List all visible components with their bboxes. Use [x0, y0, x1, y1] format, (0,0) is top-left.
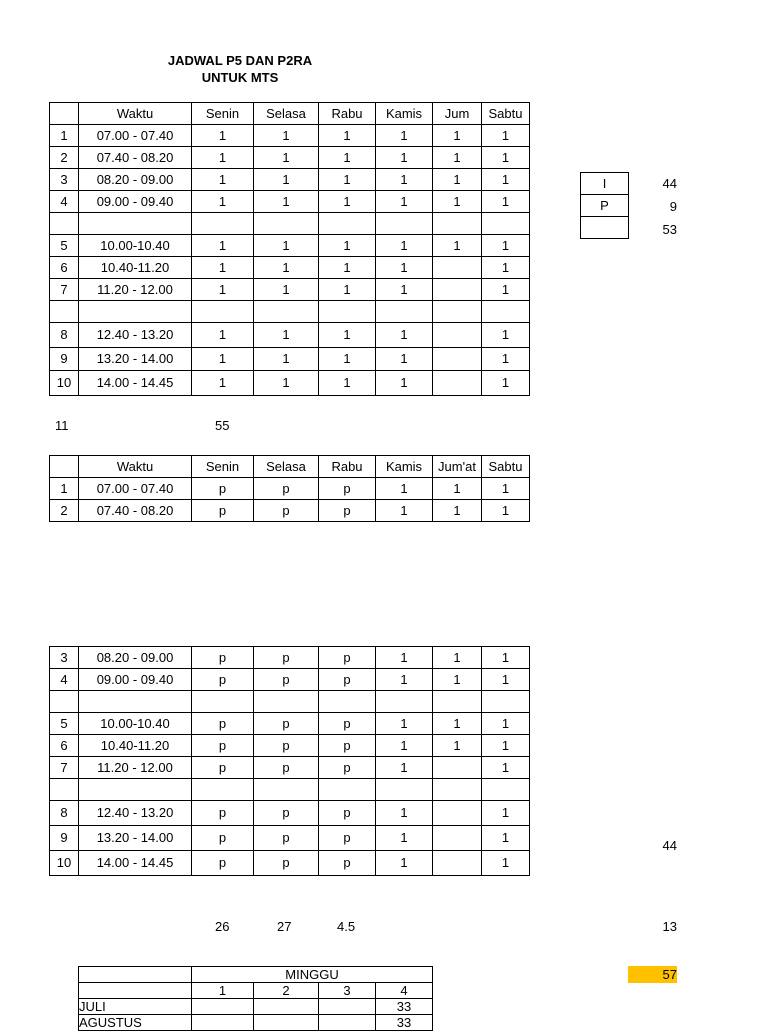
table3-cell: p — [254, 801, 319, 826]
table1-cell: 1 — [376, 323, 433, 348]
table3-cell: p — [192, 669, 254, 691]
table1-cell: 14.00 - 14.45 — [79, 371, 192, 396]
table1-cell: 1 — [254, 371, 319, 396]
table3-cell: 8 — [50, 801, 79, 826]
table3-row — [50, 669, 530, 691]
schedule-table-3 — [49, 646, 530, 876]
table2-cell: 07.40 - 08.20 — [79, 500, 192, 522]
title-line-1: JADWAL P5 DAN P2RA — [167, 53, 313, 68]
table1-row — [50, 213, 530, 235]
table3-cell: 09.00 - 09.40 — [79, 669, 192, 691]
table3-row — [50, 757, 530, 779]
table1-cell: 09.00 - 09.40 — [79, 191, 192, 213]
table1-cell — [376, 301, 433, 323]
table3-row — [50, 779, 530, 801]
table3-cell — [433, 801, 482, 826]
month-value-cell — [319, 999, 376, 1015]
table3-cell: p — [319, 801, 376, 826]
table1-cell: 1 — [254, 348, 319, 371]
table3-cell: p — [192, 713, 254, 735]
table3-cell: 1 — [376, 735, 433, 757]
table1-cell — [482, 213, 530, 235]
table3-cell: 1 — [376, 669, 433, 691]
table1-cell: 1 — [319, 371, 376, 396]
table3-cell: 1 — [482, 826, 530, 851]
table1-cell: 1 — [319, 191, 376, 213]
table1-header-cell: Rabu — [319, 103, 376, 125]
side-box-label: P — [581, 195, 629, 217]
table1-cell: 1 — [482, 257, 530, 279]
table2-cell: 07.00 - 07.40 — [79, 478, 192, 500]
table2-cell: p — [319, 500, 376, 522]
month-value-cell: 33 — [376, 1015, 433, 1031]
table1-cell: 1 — [376, 191, 433, 213]
table1-cell: 1 — [254, 257, 319, 279]
table1-cell: 1 — [254, 169, 319, 191]
table1-header-row — [50, 103, 530, 125]
table1-cell: 1 — [254, 235, 319, 257]
table1-cell: 4 — [50, 191, 79, 213]
table1-cell: 1 — [433, 147, 482, 169]
table1-cell: 1 — [192, 323, 254, 348]
table2-cell: p — [254, 478, 319, 500]
table3-cell: 3 — [50, 647, 79, 669]
table3-cell — [376, 779, 433, 801]
table1-cell: 2 — [50, 147, 79, 169]
total-right: 13 — [662, 919, 677, 934]
table3-cell: p — [192, 735, 254, 757]
table1-cell: 1 — [192, 125, 254, 147]
table3-cell: p — [319, 851, 376, 876]
table3-cell: p — [192, 851, 254, 876]
table1-footer-total: 55 — [215, 418, 230, 433]
table1-cell: 1 — [376, 125, 433, 147]
side-box-label: I — [581, 173, 629, 195]
table1-cell: 1 — [254, 147, 319, 169]
table1-cell — [254, 213, 319, 235]
table2-row — [50, 500, 530, 522]
table3-row — [50, 713, 530, 735]
table1-row — [50, 191, 530, 213]
table2-header-cell: Rabu — [319, 456, 376, 478]
table1-cell — [376, 213, 433, 235]
table3-cell — [79, 691, 192, 713]
week-number-cell: 1 — [192, 983, 254, 999]
table1-cell — [482, 301, 530, 323]
week-number-cell: 3 — [319, 983, 376, 999]
week-number-cell: 2 — [254, 983, 319, 999]
table1-cell: 1 — [192, 147, 254, 169]
table1-cell: 1 — [192, 279, 254, 301]
table3-cell: 1 — [433, 735, 482, 757]
table2-header-cell: Waktu — [79, 456, 192, 478]
table1-cell: 1 — [319, 169, 376, 191]
table3-cell: 10.00-10.40 — [79, 713, 192, 735]
table3-side-value: 44 — [662, 838, 677, 853]
table1-cell: 1 — [376, 348, 433, 371]
table3-cell — [79, 779, 192, 801]
table2-cell: 1 — [482, 500, 530, 522]
table3-cell — [482, 691, 530, 713]
table1-cell: 1 — [482, 191, 530, 213]
table3-row — [50, 826, 530, 851]
table3-cell: 7 — [50, 757, 79, 779]
table1-cell: 1 — [319, 348, 376, 371]
table2-row — [50, 478, 530, 500]
table3-cell: 1 — [482, 735, 530, 757]
table3-cell: p — [254, 826, 319, 851]
table1-cell: 3 — [50, 169, 79, 191]
table2-cell: 1 — [376, 500, 433, 522]
month-row — [79, 1015, 433, 1031]
table1-header-cell: Jum — [433, 103, 482, 125]
month-value-cell — [254, 999, 319, 1015]
table3-cell: 1 — [482, 801, 530, 826]
table2-header-cell: Jum'at — [433, 456, 482, 478]
table3-row — [50, 735, 530, 757]
table1-cell: 1 — [433, 169, 482, 191]
table1-cell — [319, 213, 376, 235]
table3-cell — [376, 691, 433, 713]
table3-cell: 9 — [50, 826, 79, 851]
table1-cell: 11.20 - 12.00 — [79, 279, 192, 301]
table1-cell: 1 — [482, 279, 530, 301]
table1-cell: 7 — [50, 279, 79, 301]
table1-header-cell: Waktu — [79, 103, 192, 125]
table1-cell: 10.00-10.40 — [79, 235, 192, 257]
table3-cell: p — [254, 713, 319, 735]
table3-cell: p — [254, 851, 319, 876]
table1-row — [50, 125, 530, 147]
table3-cell: 1 — [482, 757, 530, 779]
table3-cell — [319, 691, 376, 713]
table1-cell: 12.40 - 13.20 — [79, 323, 192, 348]
table1-cell: 13.20 - 14.00 — [79, 348, 192, 371]
table2-cell: 1 — [482, 478, 530, 500]
table1-cell: 1 — [482, 371, 530, 396]
title-line-2: UNTUK MTS — [201, 70, 279, 85]
table1-cell: 1 — [50, 125, 79, 147]
table3-cell — [254, 779, 319, 801]
month-value-cell — [254, 1015, 319, 1031]
table1-cell: 1 — [376, 169, 433, 191]
table3-row — [50, 647, 530, 669]
table1-cell: 1 — [192, 169, 254, 191]
table3-cell — [319, 779, 376, 801]
table1-footer-count: 11 — [55, 418, 69, 433]
table3-cell: p — [319, 735, 376, 757]
table3-cell: 14.00 - 14.45 — [79, 851, 192, 876]
table3-cell: 1 — [482, 713, 530, 735]
table1-cell — [192, 213, 254, 235]
table3-cell: 11.20 - 12.00 — [79, 757, 192, 779]
side-box-value: 53 — [662, 222, 677, 237]
table3-cell: 10.40-11.20 — [79, 735, 192, 757]
table3-cell: 1 — [433, 647, 482, 669]
table1-cell: 1 — [254, 279, 319, 301]
table1-cell: 5 — [50, 235, 79, 257]
table2-cell: 1 — [433, 500, 482, 522]
table3-cell — [433, 757, 482, 779]
table1-cell: 1 — [433, 191, 482, 213]
table1-cell — [433, 257, 482, 279]
table3-cell: 1 — [433, 713, 482, 735]
table3-cell: 1 — [376, 851, 433, 876]
total-senin: 26 — [215, 919, 230, 934]
table3-cell — [482, 779, 530, 801]
table3-cell: 13.20 - 14.00 — [79, 826, 192, 851]
table1-row — [50, 235, 530, 257]
table3-row — [50, 801, 530, 826]
table2-cell: 1 — [376, 478, 433, 500]
table3-cell — [433, 851, 482, 876]
table3-cell: p — [319, 826, 376, 851]
table3-cell: 1 — [433, 669, 482, 691]
table3-cell: p — [254, 757, 319, 779]
table3-cell — [433, 779, 482, 801]
table1-cell: 1 — [482, 235, 530, 257]
month-blank-cell — [79, 983, 192, 999]
table1-cell — [50, 213, 79, 235]
table1-cell: 1 — [319, 257, 376, 279]
table3-cell: 1 — [482, 669, 530, 691]
table1-cell: 8 — [50, 323, 79, 348]
table3-cell: 1 — [482, 647, 530, 669]
table1-cell: 1 — [319, 323, 376, 348]
schedule-table-1 — [49, 102, 530, 396]
month-corner-cell — [79, 967, 192, 983]
table3-cell: 1 — [482, 851, 530, 876]
table3-cell: 1 — [376, 713, 433, 735]
table1-cell: 1 — [482, 348, 530, 371]
table3-cell: p — [319, 713, 376, 735]
table1-row — [50, 257, 530, 279]
table3-cell: p — [254, 735, 319, 757]
table1-cell: 6 — [50, 257, 79, 279]
table3-row — [50, 851, 530, 876]
table1-cell — [433, 279, 482, 301]
month-name-cell: JULI — [79, 999, 192, 1015]
table1-cell — [79, 301, 192, 323]
month-value-cell — [319, 1015, 376, 1031]
table1-cell: 1 — [254, 323, 319, 348]
month-value-cell — [192, 999, 254, 1015]
table3-cell: p — [319, 669, 376, 691]
table1-cell: 1 — [482, 169, 530, 191]
table1-cell — [79, 213, 192, 235]
table1-cell — [50, 301, 79, 323]
table3-cell: 1 — [376, 757, 433, 779]
table3-cell: 08.20 - 09.00 — [79, 647, 192, 669]
table1-cell: 1 — [254, 191, 319, 213]
table1-cell: 1 — [433, 235, 482, 257]
table3-cell — [50, 779, 79, 801]
table1-header-cell: Kamis — [376, 103, 433, 125]
table3-cell: 6 — [50, 735, 79, 757]
table1-cell — [192, 301, 254, 323]
table1-cell: 1 — [192, 235, 254, 257]
schedule-table-2 — [49, 455, 530, 522]
table1-cell: 07.40 - 08.20 — [79, 147, 192, 169]
table3-cell: 1 — [376, 647, 433, 669]
table3-cell: p — [319, 647, 376, 669]
table1-cell — [254, 301, 319, 323]
table1-cell: 1 — [254, 125, 319, 147]
minggu-header: MINGGU — [192, 967, 433, 983]
table3-cell: 10 — [50, 851, 79, 876]
table1-row — [50, 348, 530, 371]
table1-row — [50, 371, 530, 396]
table3-cell: p — [254, 669, 319, 691]
table2-cell: p — [192, 478, 254, 500]
table3-cell — [433, 826, 482, 851]
table1-cell: 1 — [319, 235, 376, 257]
table3-cell: p — [319, 757, 376, 779]
table1-header-cell — [50, 103, 79, 125]
table2-header-cell: Selasa — [254, 456, 319, 478]
table2-cell: 2 — [50, 500, 79, 522]
table3-cell: p — [192, 801, 254, 826]
table1-row — [50, 169, 530, 191]
table1-cell: 1 — [376, 147, 433, 169]
table1-cell: 1 — [192, 257, 254, 279]
table1-cell: 10 — [50, 371, 79, 396]
table1-cell — [433, 371, 482, 396]
total-rabu: 4.5 — [337, 919, 356, 934]
table1-header-cell: Senin — [192, 103, 254, 125]
table1-cell: 08.20 - 09.00 — [79, 169, 192, 191]
table1-cell: 1 — [192, 191, 254, 213]
table1-cell: 1 — [192, 348, 254, 371]
table1-cell — [319, 301, 376, 323]
table3-cell: 1 — [376, 801, 433, 826]
table2-cell: p — [254, 500, 319, 522]
table1-cell: 1 — [482, 147, 530, 169]
table1-cell: 1 — [319, 279, 376, 301]
table2-cell: 1 — [50, 478, 79, 500]
table3-cell: p — [192, 826, 254, 851]
table2-header-row — [50, 456, 530, 478]
table3-cell: 1 — [376, 826, 433, 851]
table1-cell: 9 — [50, 348, 79, 371]
table3-cell: p — [192, 647, 254, 669]
table1-row — [50, 279, 530, 301]
month-header-row — [79, 967, 433, 983]
table3-cell: p — [192, 757, 254, 779]
table1-row — [50, 147, 530, 169]
total-selasa: 27 — [277, 919, 292, 934]
month-value-cell — [192, 1015, 254, 1031]
table2-header-cell — [50, 456, 79, 478]
table1-cell — [433, 323, 482, 348]
table3-cell: 4 — [50, 669, 79, 691]
table2-cell: p — [319, 478, 376, 500]
table1-row — [50, 301, 530, 323]
table1-cell: 1 — [376, 257, 433, 279]
table2-header-cell: Sabtu — [482, 456, 530, 478]
table3-cell — [254, 691, 319, 713]
table1-header-cell: Sabtu — [482, 103, 530, 125]
week-number-cell: 4 — [376, 983, 433, 999]
table3-cell — [433, 691, 482, 713]
week-number-row — [79, 983, 433, 999]
table1-cell — [433, 301, 482, 323]
table1-cell: 07.00 - 07.40 — [79, 125, 192, 147]
table3-cell: 12.40 - 13.20 — [79, 801, 192, 826]
table1-cell: 1 — [192, 371, 254, 396]
table3-cell — [50, 691, 79, 713]
table1-cell: 1 — [482, 125, 530, 147]
table1-row — [50, 323, 530, 348]
table1-cell — [433, 348, 482, 371]
month-name-cell: AGUSTUS — [79, 1015, 192, 1031]
table1-cell — [433, 213, 482, 235]
table1-cell: 1 — [376, 371, 433, 396]
table3-cell: 5 — [50, 713, 79, 735]
table3-row — [50, 691, 530, 713]
side-box-value: 9 — [669, 199, 677, 214]
highlighted-total: 57 — [628, 966, 677, 983]
table2-cell: p — [192, 500, 254, 522]
table1-header-cell: Selasa — [254, 103, 319, 125]
side-box-value: 44 — [662, 176, 677, 191]
table3-cell: p — [254, 647, 319, 669]
month-value-cell: 33 — [376, 999, 433, 1015]
table1-cell: 1 — [482, 323, 530, 348]
month-row — [79, 999, 433, 1015]
table2-cell: 1 — [433, 478, 482, 500]
table3-cell — [192, 691, 254, 713]
month-table — [78, 966, 433, 1031]
table1-cell: 10.40-11.20 — [79, 257, 192, 279]
table1-cell: 1 — [319, 125, 376, 147]
table1-cell: 1 — [319, 147, 376, 169]
table1-cell: 1 — [433, 125, 482, 147]
table1-cell: 1 — [376, 235, 433, 257]
table1-cell: 1 — [376, 279, 433, 301]
table2-header-cell: Senin — [192, 456, 254, 478]
table3-cell — [192, 779, 254, 801]
table2-header-cell: Kamis — [376, 456, 433, 478]
